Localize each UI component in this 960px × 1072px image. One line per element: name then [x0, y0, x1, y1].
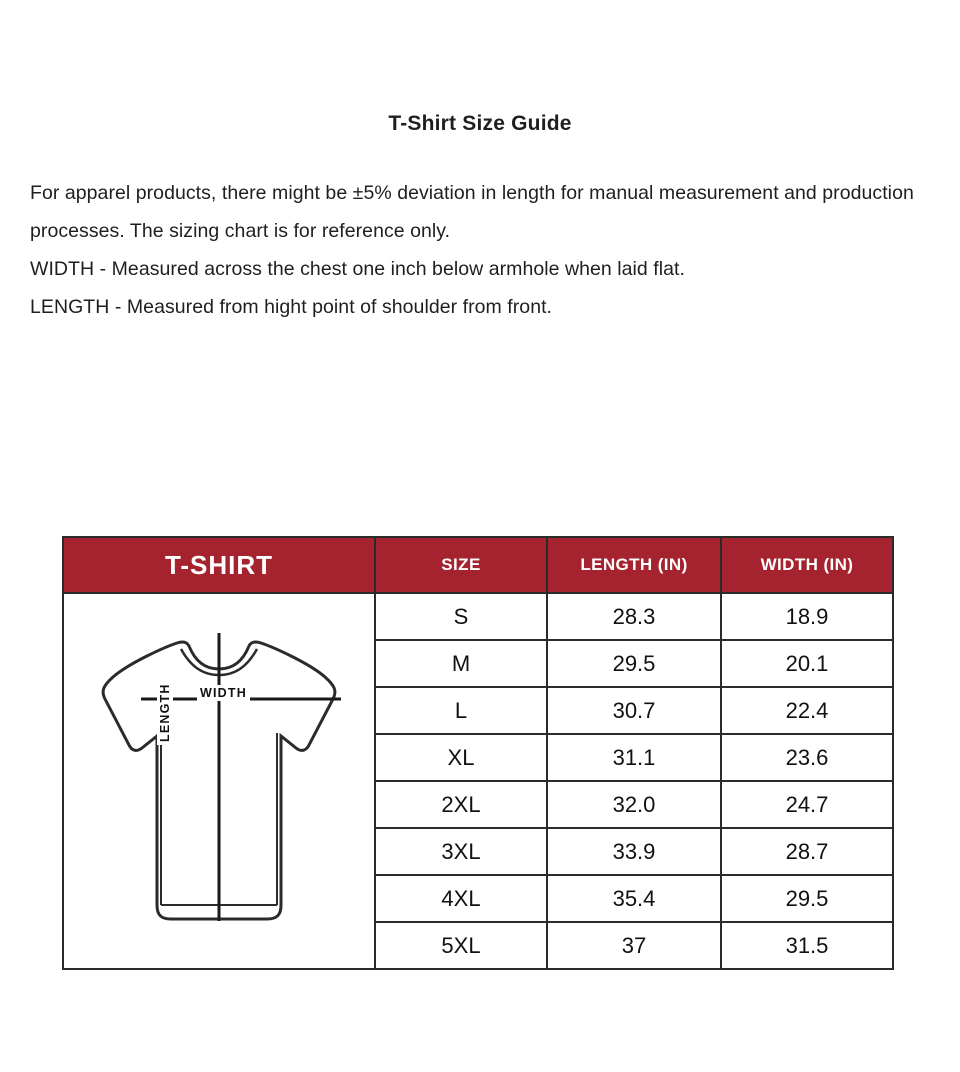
cell-length: 30.7: [547, 687, 721, 734]
header-width: WIDTH (IN): [721, 537, 893, 593]
cell-width: 23.6: [721, 734, 893, 781]
cell-size: S: [375, 593, 547, 640]
cell-size: 5XL: [375, 922, 547, 969]
tshirt-diagram-cell: [63, 593, 375, 969]
size-chart-table: [62, 536, 894, 970]
intro-paragraph-1: For apparel products, there might be ±5% deviation in length for manual measurement and production processes. The sizing chart is for reference only.: [30, 182, 914, 243]
width-label: WIDTH: [197, 685, 250, 701]
tshirt-diagram: [69, 605, 369, 957]
header-length: LENGTH (IN): [547, 537, 721, 593]
cell-size: XL: [375, 734, 547, 781]
cell-size: 4XL: [375, 875, 547, 922]
size-guide-page: [0, 112, 960, 1072]
cell-length: 29.5: [547, 640, 721, 687]
cell-width: 22.4: [721, 687, 893, 734]
tshirt-icon: [69, 605, 369, 957]
cell-length: 37: [547, 922, 721, 969]
cell-length: 35.4: [547, 875, 721, 922]
page-title: T-Shirt Size Guide: [388, 112, 572, 135]
cell-length: 28.3: [547, 593, 721, 640]
cell-width: 29.5: [721, 875, 893, 922]
cell-width: 31.5: [721, 922, 893, 969]
cell-size: 3XL: [375, 828, 547, 875]
table-row: [63, 593, 893, 640]
cell-width: 20.1: [721, 640, 893, 687]
intro-text-block: [30, 174, 930, 326]
cell-width: 28.7: [721, 828, 893, 875]
cell-size: L: [375, 687, 547, 734]
intro-paragraph-3: LENGTH - Measured from hight point of shoulder from front.: [30, 296, 553, 319]
header-size: SIZE: [375, 537, 547, 593]
cell-size: M: [375, 640, 547, 687]
cell-length: 31.1: [547, 734, 721, 781]
cell-size: 2XL: [375, 781, 547, 828]
brand-header-cell: T-SHIRT: [63, 537, 375, 593]
cell-length: 32.0: [547, 781, 721, 828]
cell-length: 33.9: [547, 828, 721, 875]
length-label: LENGTH: [157, 680, 173, 745]
cell-width: 24.7: [721, 781, 893, 828]
intro-paragraph-2: WIDTH - Measured across the chest one inch below armhole when laid flat.: [30, 258, 685, 281]
cell-width: 18.9: [721, 593, 893, 640]
table-header-row: [63, 537, 893, 593]
